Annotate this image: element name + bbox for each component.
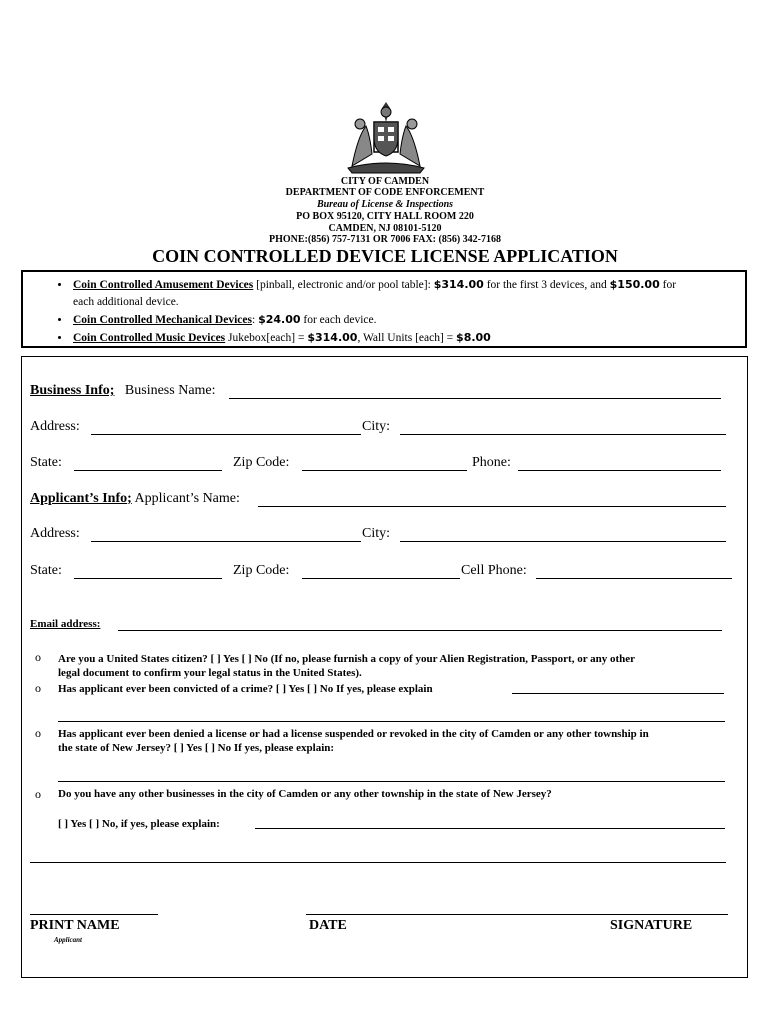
question-license-denied: Has applicant ever been denied a license or had a license suspended or revoked in the city of Camden or any other township in the state of New Jersey? [ ] Yes [ ] No If yes, please explain: — [58, 728, 649, 754]
business-info-heading: Business Info; — [30, 383, 115, 398]
applicant-state-label: State: — [30, 563, 62, 578]
applicant-cell-label: Cell Phone: — [461, 563, 527, 578]
applicant-zip-label: Zip Code: — [233, 563, 290, 578]
question-crime: Has applicant ever been convicted of a crime? [ ] Yes [ ] No If yes, please explain — [58, 683, 433, 695]
applicant-info-heading: Applicant’s Info — [30, 491, 128, 506]
business-city-field[interactable] — [400, 434, 726, 435]
fee-schedule-box — [21, 270, 747, 348]
header-city: CITY OF CAMDEN — [340, 176, 430, 187]
business-state-label: State: — [30, 455, 62, 470]
question-bullet-icon: o — [35, 650, 41, 664]
other-businesses-explain-field-2[interactable] — [30, 862, 726, 863]
business-zip-field[interactable] — [302, 470, 467, 471]
fee-item-music: • Coin Controlled Music Devices Jukebox[each] = $314.00, Wall Units [each] = $8.00 — [71, 329, 745, 347]
question-bullet-icon: o — [35, 787, 41, 801]
header-po-box: PO BOX 95120, CITY HALL ROOM 220 — [296, 211, 474, 222]
applicant-name-label: Applicant’s Name: — [131, 491, 240, 506]
license-explain-field[interactable] — [58, 781, 725, 782]
business-zip-label: Zip Code: — [233, 455, 290, 470]
question-bullet-icon: o — [35, 681, 41, 695]
business-address-label: Address: — [30, 419, 80, 434]
business-state-field[interactable] — [74, 470, 222, 471]
date-label: DATE — [309, 918, 347, 933]
applicant-city-field[interactable] — [400, 541, 726, 542]
business-phone-label: Phone: — [472, 455, 511, 470]
applicant-zip-field[interactable] — [302, 578, 460, 579]
header-bureau: Bureau of License & Inspections — [316, 199, 454, 210]
applicant-address-field[interactable] — [91, 541, 361, 542]
fee-item-mechanical: • Coin Controlled Mechanical Devices: $24.00 for each device. — [71, 311, 745, 329]
print-name-label: PRINT NAME — [30, 918, 120, 933]
header-city-state-zip: CAMDEN, NJ 08101-5120 — [328, 223, 442, 234]
question-bullet-icon: o — [35, 726, 41, 740]
date-signature-field[interactable] — [306, 914, 728, 915]
print-name-field[interactable] — [30, 914, 158, 915]
fee-item-amusement: • Coin Controlled Amusement Devices [pinball, electronic and/or pool table]: $314.00 for the first 3 devices, and $150.00 for each additional device. — [71, 276, 745, 311]
business-phone-field[interactable] — [518, 470, 721, 471]
other-businesses-answer: [ ] Yes [ ] No, if yes, please explain: — [58, 818, 220, 830]
applicant-address-label: Address: — [30, 526, 80, 541]
signature-label: SIGNATURE — [610, 918, 693, 933]
header-department: DEPARTMENT OF CODE ENFORCEMENT — [285, 187, 485, 198]
question-citizenship: Are you a United States citizen? [ ] Yes [ ] No (If no, please furnish a copy of your Alien Registration, Passport, or any other legal document to confirm your legal status in the United States). — [58, 653, 636, 679]
question-other-businesses: Do you have any other businesses in the city of Camden or any other township in the state of New Jersey? — [58, 788, 552, 800]
page-title: COIN CONTROLLED DEVICE LICENSE APPLICATION — [152, 246, 618, 266]
business-name-label: Business Name: — [124, 383, 216, 398]
business-info-row — [30, 383, 216, 399]
business-address-field[interactable] — [91, 434, 361, 435]
applicant-cell-field[interactable] — [536, 578, 732, 579]
email-field[interactable] — [118, 630, 722, 631]
applicant-city-label: City: — [362, 526, 391, 541]
applicant-info-row: Applicant’s Info; Applicant’s Name: — [30, 491, 240, 506]
header-phone-fax: PHONE:(856) 757-7131 OR 7006 FAX: (856) 342-7168 — [268, 234, 501, 245]
business-name-field[interactable] — [229, 398, 721, 399]
city-seal-icon — [338, 100, 434, 174]
crime-explain-field-2[interactable] — [58, 721, 725, 722]
crime-explain-field[interactable] — [512, 693, 724, 694]
applicant-state-field[interactable] — [74, 578, 222, 579]
business-city-label: City: — [362, 419, 391, 434]
other-businesses-explain-field[interactable] — [255, 828, 725, 829]
applicant-caption: Applicant — [54, 936, 83, 944]
email-label: Email address: — [30, 618, 101, 630]
applicant-name-field[interactable] — [258, 506, 726, 507]
